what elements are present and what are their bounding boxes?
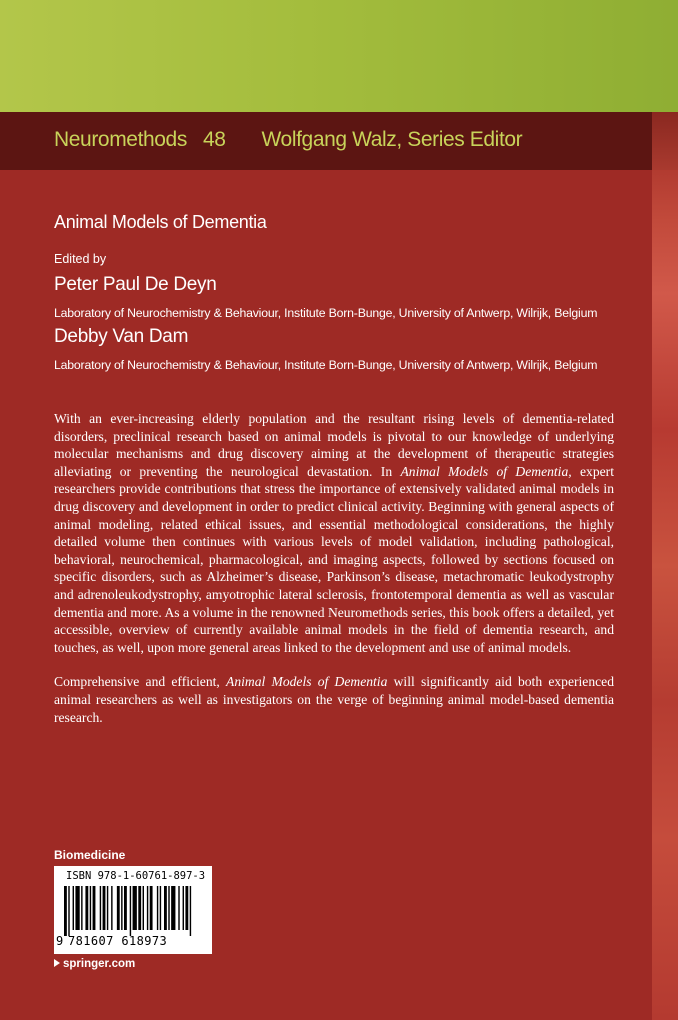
series-band	[0, 112, 678, 170]
description-text: With an ever-increasing elderly population and the resultant rising levels of dementia-related disorders, preclinical research based on animal models is pivotal to our knowledge of underlying molecular mechanisms and drug discovery aiming at the development of therapeutic strategies alleviating or preventing the neurological devastation. In	[54, 411, 614, 479]
description-italic-title: Animal Models of Dementia,	[400, 463, 572, 479]
barcode-bar	[160, 886, 161, 930]
barcode-bar	[93, 886, 96, 930]
description-text: Comprehensive and efficient,	[54, 674, 227, 690]
barcode-bar	[138, 886, 141, 930]
series-name: Neuromethods	[54, 128, 187, 151]
book-description	[54, 410, 614, 743]
barcode-bar	[73, 886, 74, 930]
barcode-bar	[81, 886, 82, 930]
barcode-bar	[190, 886, 191, 936]
barcode-bars	[64, 886, 194, 936]
barcode-bar	[130, 886, 131, 936]
barcode-bar	[100, 886, 101, 930]
barcode-bar	[68, 886, 69, 936]
barcode-bar	[124, 886, 127, 930]
description-italic-title: Animal Models of Dementia	[226, 674, 388, 690]
editor-affiliation-2: Laboratory of Neurochemistry & Behaviour, Institute Born-Bunge, University of Antwerp, Wilrijk, Belgium	[54, 358, 598, 372]
isbn-number: ISBN 978-1-60761-897-3	[66, 870, 206, 882]
barcode-bar	[183, 886, 184, 930]
isbn-barcode	[54, 866, 212, 954]
book-title: Animal Models of Dementia	[54, 212, 267, 232]
barcode-bar	[64, 886, 67, 936]
ean-digits: 781607 618973	[68, 934, 168, 948]
edited-by-label: Edited by	[54, 252, 107, 266]
barcode-bar	[75, 886, 79, 930]
barcode-bar	[111, 886, 112, 930]
right-edge-texture-top	[652, 112, 678, 170]
arrow-right-icon	[54, 959, 60, 967]
editor-affiliation-1: Laboratory of Neurochemistry & Behaviour, Institute Born-Bunge, University of Antwerp, Wilrijk, Belgium	[54, 306, 598, 320]
publisher-link[interactable]	[54, 958, 135, 970]
barcode-bar	[164, 886, 167, 930]
series-editor: Wolfgang Walz, Series Editor	[261, 128, 523, 151]
barcode-bar	[171, 886, 175, 930]
barcode-bar	[157, 886, 158, 930]
description-paragraph-2	[54, 673, 614, 726]
barcode-bar	[168, 886, 169, 930]
publisher-url: springer.com	[63, 958, 136, 970]
description-paragraph-1	[54, 410, 614, 656]
barcode-bar	[103, 886, 106, 930]
editor-name-1: Peter Paul De Deyn	[54, 274, 217, 295]
barcode-bar	[133, 886, 137, 930]
barcode-bar	[117, 886, 120, 930]
barcode-bar	[150, 886, 153, 930]
top-color-band	[0, 0, 678, 112]
series-volume: 48	[202, 128, 226, 151]
barcode-bar	[185, 886, 188, 930]
series-line	[54, 128, 522, 152]
barcode-bar	[121, 886, 122, 930]
barcode-bar	[85, 886, 88, 930]
ean-first-digit: 9	[56, 934, 64, 948]
description-text: expert researchers provide contributions that stress the importance of extensively validated animal models in drug discovery and development in order to predict clinical activity. Beginning with general aspects of animal modeling, related ethical issues, and essential methodological considerations, the highly detailed volume then continues with various levels of model validation, including pathological, behavioral, neurochemical, pharmacological, and imaging aspects, followed by sections focused on specific disorders, such as Alzheimer’s disease, Parkinson’s disease, metachromatic leukodystrophy and adrenoleukodystrophy, amyotrophic lateral sclerosis, frontotemporal dementia as well as vascular dementia and more. As a volume in the renowned Neuromethods series, this book offers a detailed, yet accessible, overview of currently available animal models in the field of dementia research, and touches, as well, upon more general areas linked to the development and use of animal models.	[54, 463, 614, 655]
description-text: will significantly aid both experienced animal researchers as well as investigators on the verge of beginning animal model-based dementia research.	[54, 674, 615, 725]
barcode-bar	[107, 886, 108, 930]
barcode-bar	[178, 886, 179, 930]
barcode-bar	[143, 886, 144, 930]
right-edge-texture	[652, 112, 678, 1020]
editor-name-2: Debby Van Dam	[54, 326, 189, 347]
barcode-bar	[90, 886, 91, 930]
barcode-bar	[147, 886, 148, 930]
subject-category: Biomedicine	[54, 848, 126, 862]
